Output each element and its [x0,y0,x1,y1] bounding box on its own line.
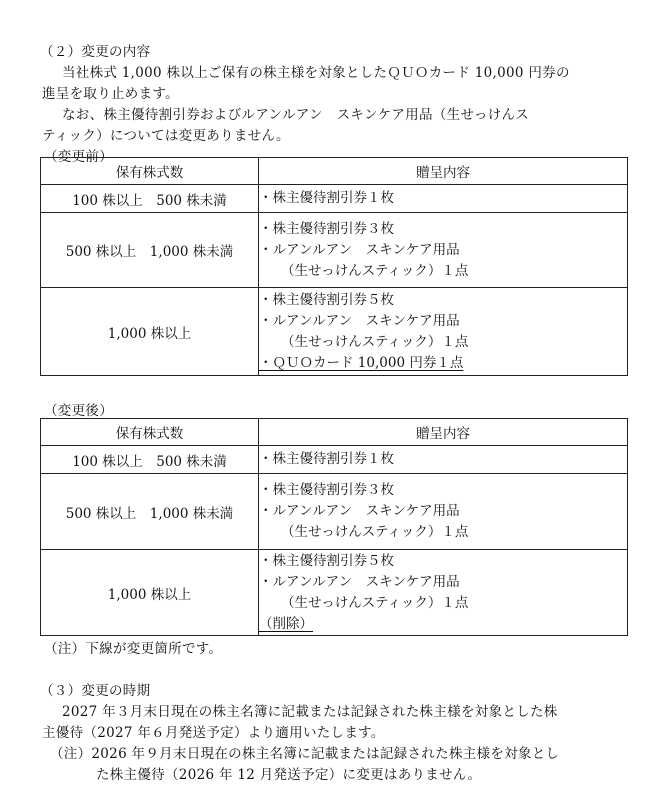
para2-line1: なお、株主優待割引券およびルアンルアン スキンケア用品（生せっけんス [62,107,530,123]
gifts-cell [259,213,628,288]
after-label: （変更後） [44,403,113,419]
shares-cell: 100 株以上 500 株未満 [41,185,259,213]
header-gifts: 贈呈内容 [259,419,628,446]
para1-line2: 進呈を取り止めます。 [42,86,179,102]
after-table [40,418,628,636]
before-table [40,157,628,376]
table-row [41,474,628,550]
gift-item: ・株主優待割引券５枚 [259,291,394,308]
gifts-cell [259,446,628,474]
table-row [41,550,628,636]
timing-note-line2: た株主優待（2026 年 12 月発送予定）に変更はありません。 [96,767,482,783]
table-row [41,288,628,376]
table-row [41,185,628,213]
gift-item: ・ルアンルアン スキンケア用品 [259,573,460,590]
gift-item: ・ルアンルアン スキンケア用品 [259,241,460,258]
gifts-cell [259,185,628,213]
gift-item-underlined: ・ＱＵＯカード 10,000 円券１点 [259,354,464,371]
table-header-row [41,158,628,185]
gift-item: ・株主優待割引券１枚 [259,190,394,206]
gifts-cell [259,288,628,376]
header-shares: 保有株式数 [41,158,259,185]
table-row [41,213,628,288]
shares-cell: 500 株以上 1,000 株未満 [41,474,259,550]
shares-cell: 100 株以上 500 株未満 [41,446,259,474]
gift-item: ・ルアンルアン スキンケア用品 [259,312,460,329]
gift-item: （生せっけんスティック）１点 [281,333,469,350]
gift-item-underlined: （削除） [259,615,313,632]
gift-item: （生せっけんスティック）１点 [281,262,469,279]
header-shares: 保有株式数 [41,419,259,446]
gift-item: （生せっけんスティック）１点 [281,524,469,540]
shares-cell: 1,000 株以上 [41,288,259,376]
timing-note-line1: （注）2026 年９月末日現在の株主名簿に記載または記録された株主様を対象とし [50,746,560,762]
before-label: （変更前） [44,149,113,165]
table-row [41,446,628,474]
section-2-heading: （２）変更の内容 [40,44,151,60]
shares-cell: 1,000 株以上 [41,550,259,636]
gift-item: ・株主優待割引券３枚 [259,482,394,498]
shares-cell: 500 株以上 1,000 株未満 [41,213,259,288]
header-gifts: 贈呈内容 [259,158,628,185]
para1-line1: 当社株式 1,000 株以上ご保有の株主様を対象としたＱＵＯカード 10,000 円券の [62,65,570,81]
gifts-cell [259,474,628,550]
para2-line2: ティック）については変更ありません。 [42,128,290,144]
timing-line1: 2027 年３月末日現在の株主名簿に記載または記録された株主様を対象とした株 [62,704,558,720]
table-header-row [41,419,628,446]
gift-item: ・株主優待割引券１枚 [259,451,394,467]
gift-item: ・株主優待割引券３枚 [259,220,394,237]
gifts-cell [259,550,628,636]
timing-line2: 主優待（2027 年６月発送予定）より適用いたします。 [42,725,385,741]
section-3-heading: （３）変更の時期 [40,683,151,699]
change-note: （注）下線が変更箇所です。 [44,641,223,657]
gift-item: ・ルアンルアン スキンケア用品 [259,503,460,519]
gift-item: ・株主優待割引券５枚 [259,552,394,569]
gift-item: （生せっけんスティック）１点 [281,594,469,611]
